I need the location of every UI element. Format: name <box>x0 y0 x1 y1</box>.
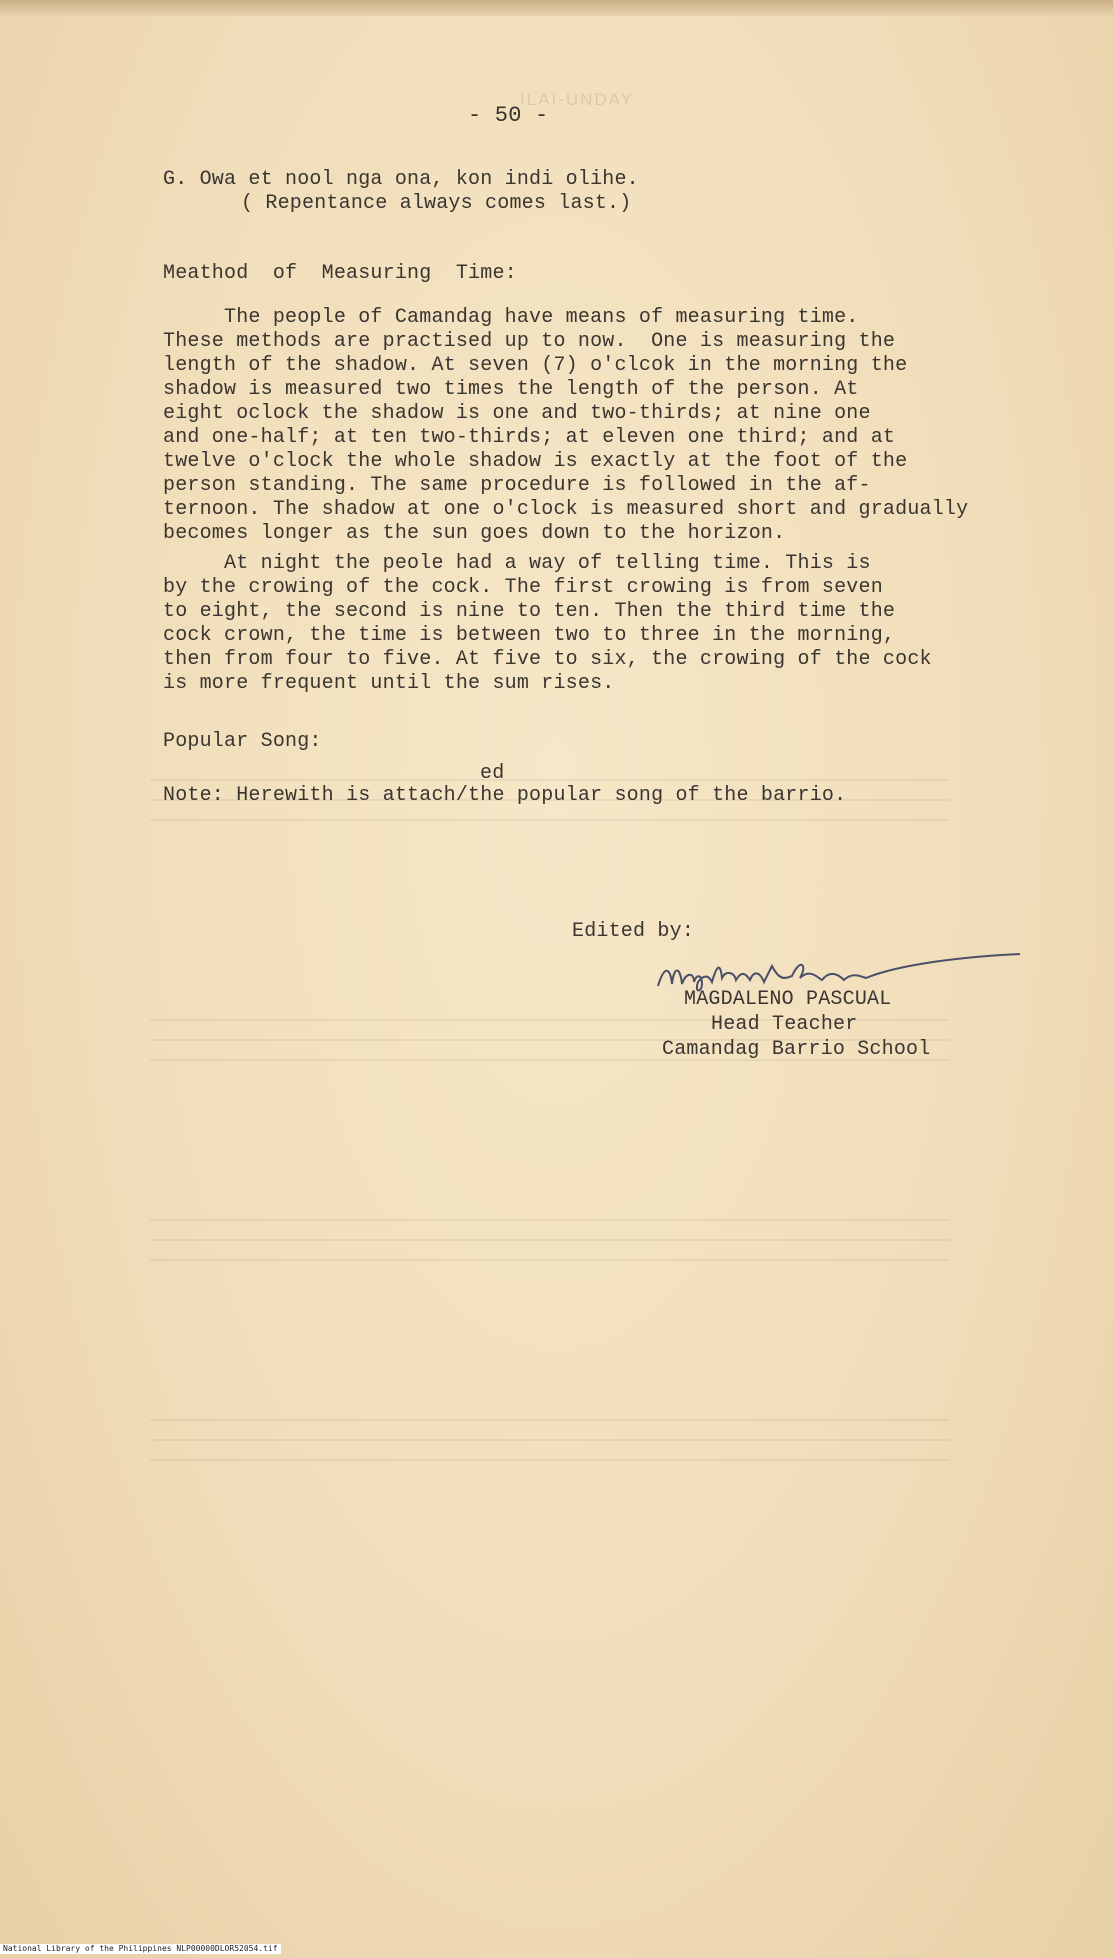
body-line: These methods are practised up to now. One is measuring the <box>163 330 896 353</box>
body-line: eight oclock the shadow is one and two-thirds; at nine one <box>163 402 871 425</box>
school-name: Camandag Barrio School <box>662 1038 931 1061</box>
signatory-name: MAGDALENO PASCUAL <box>684 988 892 1011</box>
body-line: then from four to five. At five to six, the crowing of the cock <box>163 648 932 671</box>
bleed-through-staff-image <box>150 760 970 1660</box>
scan-footer-label: National Library of the Philippines NLP00000DLOR52054.tif <box>0 1944 281 1954</box>
body-line: and one-half; at ten two-thirds; at eleven one third; and at <box>163 426 896 449</box>
body-line: cock crown, the time is between two to three in the morning, <box>163 624 896 647</box>
body-line: At night the peole had a way of telling time. This is <box>163 552 871 575</box>
body-line: person standing. The same procedure is followed in the af- <box>163 474 871 497</box>
page-number: - 50 - <box>468 103 549 128</box>
note-insertion-mark: ed <box>480 762 505 785</box>
proverb-translation: ( Repentance always comes last.) <box>241 192 632 215</box>
popular-song-label: Popular Song: <box>163 730 322 753</box>
signatory-title: Head Teacher <box>711 1013 858 1036</box>
body-line: is more frequent until the sum rises. <box>163 672 615 695</box>
body-line: by the crowing of the cock. The first crowing is from seven <box>163 576 883 599</box>
edited-by-label: Edited by: <box>572 920 695 943</box>
body-line: shadow is measured two times the length of the person. At <box>163 378 859 401</box>
bleed-through-text: ILAI-UNDAY <box>520 90 635 109</box>
proverb-line: G. Owa et nool nga ona, kon indi olihe. <box>163 168 639 191</box>
scan-edge <box>0 0 1113 16</box>
section-heading: Meathod of Measuring Time: <box>163 262 517 285</box>
body-line: ternoon. The shadow at one o'clock is measured short and gradually <box>163 498 969 521</box>
note-line: Note: Herewith is attach/the popular song of the barrio. <box>163 784 847 807</box>
body-line: becomes longer as the sun goes down to the horizon. <box>163 522 786 545</box>
body-line: to eight, the second is nine to ten. Then the third time the <box>163 600 896 623</box>
body-line: twelve o'clock the whole shadow is exactly at the foot of the <box>163 450 908 473</box>
body-line: The people of Camandag have means of measuring time. <box>163 306 859 329</box>
body-line: length of the shadow. At seven (7) o'clcok in the morning the <box>163 354 908 377</box>
